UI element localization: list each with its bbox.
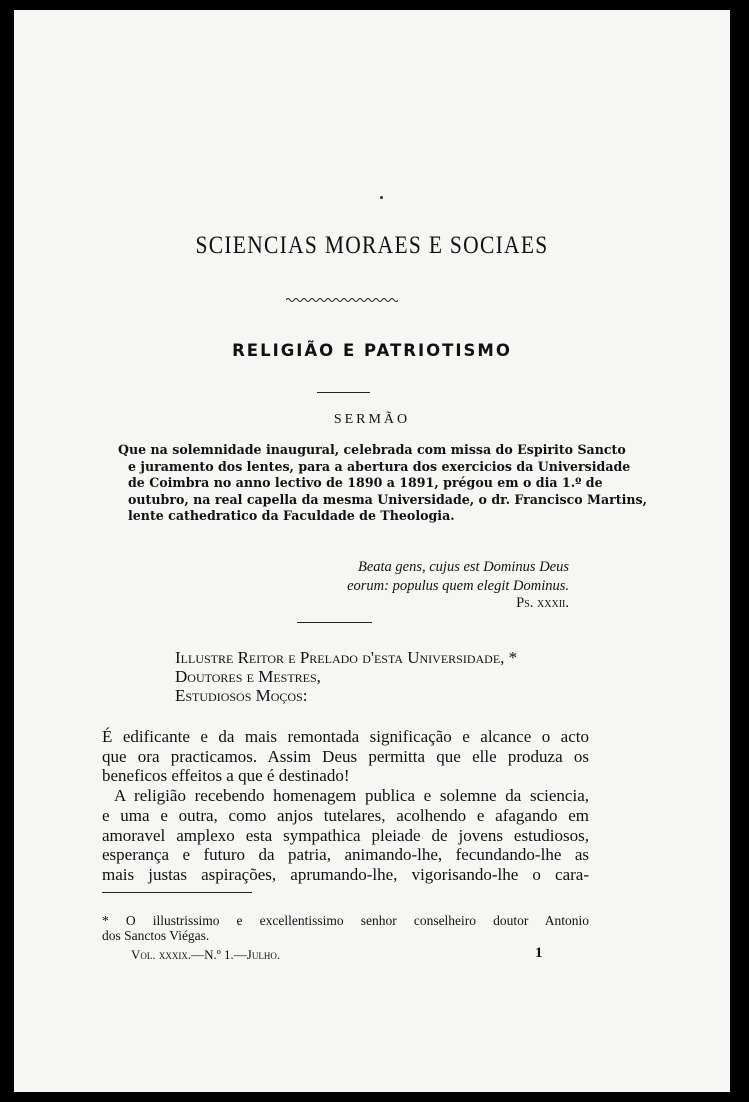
- title-divider: [317, 392, 370, 393]
- epigraph: [334, 558, 569, 596]
- address-line: Doutores e Mestres,: [175, 667, 321, 686]
- ink-speck: [380, 196, 383, 199]
- body-line: esperança e futuro da patria, animando-lhe, fecundando-lhe as: [102, 845, 589, 865]
- intro-line: lente cathedratico da Faculdade de Theologia.: [128, 508, 455, 523]
- epigraph-line: Beata gens, cujus est Dominus Deus: [357, 559, 569, 575]
- body-line: beneficos effeitos a que é destinado!: [102, 766, 350, 786]
- page-number: 1: [535, 945, 543, 961]
- intro-paragraph: [118, 442, 648, 525]
- body-line: amoravel amplexo esta sympathica pleiade de jovens estudiosos,: [102, 825, 589, 845]
- body-line: É edificante e da mais remontada significação e alcance o acto: [102, 727, 589, 746]
- sermon-label: SERMÃO: [333, 412, 411, 427]
- epigraph-divider: [297, 622, 372, 623]
- body-line: e uma e outra, como anjos tutelares, acolhendo e afagando em: [102, 805, 589, 825]
- body-line: A religião recebendo homenagem publica e solemne da sciencia,: [114, 786, 589, 806]
- intro-line: de Coimbra no anno lectivo de 1890 a 1891, prégou em o dia 1.º de: [128, 475, 603, 490]
- body-line: que ora practicamos. Assim Deus permitta que elle produza os: [102, 746, 589, 766]
- series-title: SCIENCIAS MORAES E SOCIAES: [195, 232, 549, 259]
- volume-signature: Vol. xxxix.—N.º 1.—Julho.: [131, 947, 281, 962]
- address-line: Illustre Reitor e Prelado d'esta Universidade, *: [175, 648, 518, 667]
- footnote: [102, 913, 589, 943]
- footnote-divider: [102, 892, 252, 893]
- address-line: Estudiosos Moços:: [175, 686, 308, 705]
- document-page: [14, 10, 730, 1092]
- sermon-title: RELIGIÃO E PATRIOTISMO: [232, 341, 512, 360]
- wavy-rule: [286, 297, 398, 303]
- intro-line: Que na solemnidade inaugural, celebrada com missa do Espirito Sancto: [118, 442, 626, 457]
- footnote-line: * O illustrissimo e excellentissimo senhor conselheiro doutor Antonio: [102, 913, 589, 928]
- intro-line: e juramento dos lentes, para a abertura dos exercicios da Universidade: [128, 458, 631, 474]
- footnote-line: dos Sanctos Viégas.: [102, 928, 210, 943]
- epigraph-line: eorum: populus quem elegit Dominus.: [347, 578, 569, 594]
- intro-line: outubro, na real capella da mesma Universidade, o dr. Francisco Martins,: [128, 491, 648, 507]
- address-block: [175, 648, 517, 705]
- body-line: mais justas aspirações, aprumando-lhe, vigorisando-lhe o cara-: [102, 864, 589, 884]
- body-text: [102, 727, 589, 885]
- epigraph-reference: Ps. xxxii.: [516, 595, 569, 611]
